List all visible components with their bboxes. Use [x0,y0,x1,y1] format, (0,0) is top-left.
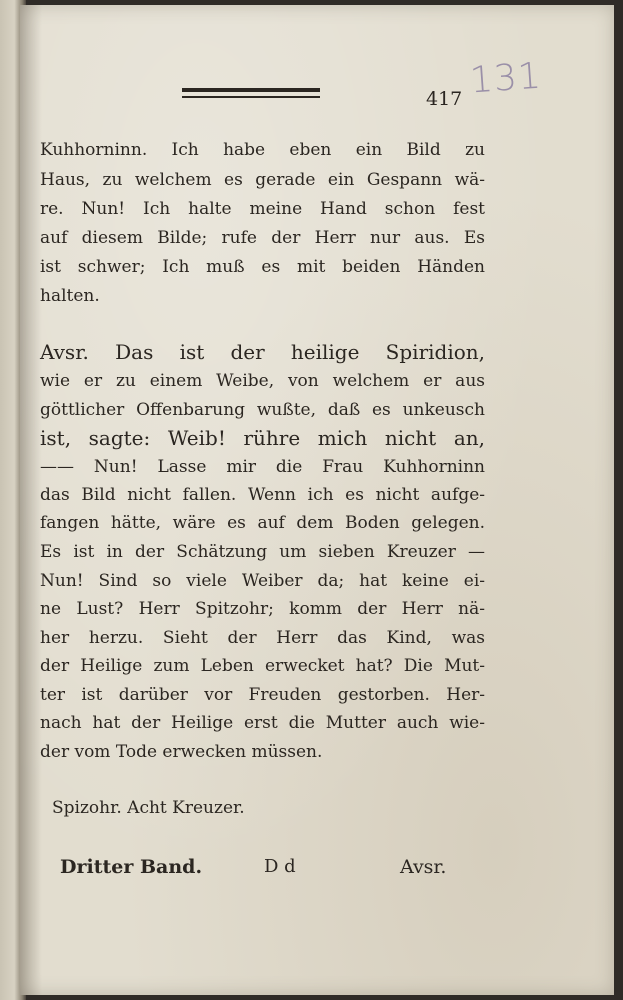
handwritten-folio-note: 131 [468,55,544,102]
page-number: 417 [426,88,463,110]
text-line: Avsr. Das ist der heilige Spiridion, [40,340,485,364]
text-line: Es ist in der Schätzung um sieben Kreuzer — [40,542,485,562]
text-line: Kuhhorninn. Ich habe eben ein Bild zu [40,140,485,160]
text-line: auf diesem Bilde; rufe der Herr nur aus. Es [40,228,485,248]
text-line: halten. [40,286,100,306]
gathering-signature: D d [264,856,296,877]
text-line: nach hat der Heilige erst die Mutter auch wie- [40,713,485,733]
text-line: der vom Tode erwecken müssen. [40,742,323,762]
text-line: wie er zu einem Weibe, von welchem er aus [40,371,485,391]
text-line: re. Nun! Ich halte meine Hand schon fest [40,199,485,219]
text-line: der Heilige zum Leben erwecket hat? Die Mut- [40,656,485,676]
text-line: ter ist darüber vor Freuden gestorben. Her- [40,685,485,705]
text-line: göttlicher Offenbarung wußte, daß es unkeusch [40,400,485,420]
text-line: her herzu. Sieht der Herr das Kind, was [40,628,485,648]
text-line: ne Lust? Herr Spitzohr; komm der Herr nä- [40,599,485,619]
text-line: Nun! Sind so viele Weiber da; hat keine ei- [40,571,485,591]
speaker-line: Spizohr. Acht Kreuzer. [52,798,245,818]
catchword: Avsr. [400,856,447,878]
text-line: das Bild nicht fallen. Wenn ich es nicht aufge- [40,485,485,505]
text-line: fangen hätte, wäre es auf dem Boden gelegen. [40,513,485,533]
text-line: —— Nun! Lasse mir die Frau Kuhhorninn [40,457,485,477]
text-line: Haus, zu welchem es gerade ein Gespann wä- [40,170,485,190]
text-line: ist, sagte: Weib! rühre mich nicht an, [40,426,485,450]
text-line: ist schwer; Ich muß es mit beiden Händen [40,257,485,277]
volume-signature: Dritter Band. [60,856,203,878]
header-rule [182,88,320,98]
